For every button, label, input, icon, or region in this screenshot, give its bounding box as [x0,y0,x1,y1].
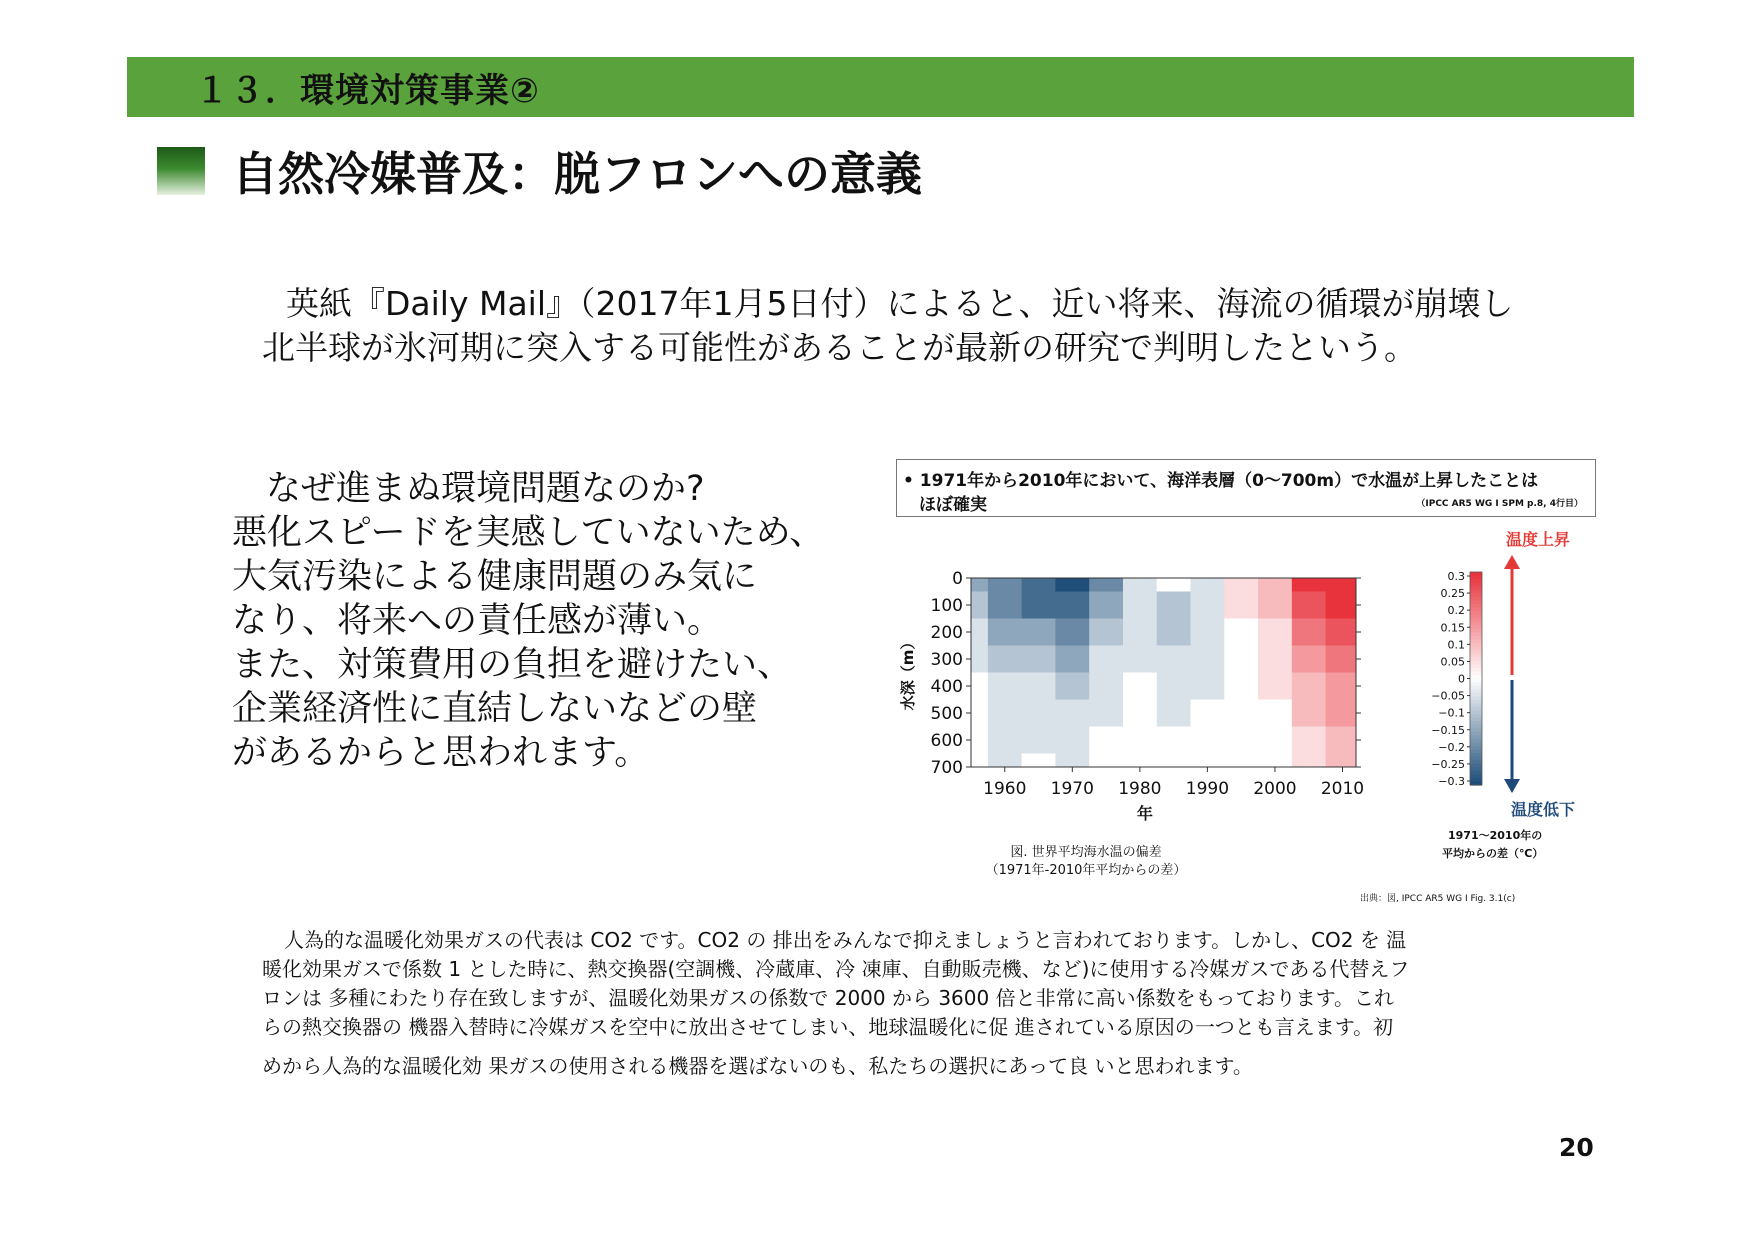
colorbar-caption-line-2: 平均からの差（℃） [1442,847,1544,860]
ipcc-note-box [896,459,1596,517]
colorbar-tick-label: −0.2 [1438,740,1465,754]
colorbar-segment [1470,707,1482,711]
colorbar-segment [1470,604,1482,608]
heatmap-cell [1224,592,1258,620]
x-axis-label: 年 [1136,804,1153,823]
heatmap-cell [1123,673,1157,701]
colorbar-segment [1470,615,1482,619]
heatmap-cell [1022,646,1056,674]
y-tick-label: 200 [930,623,963,643]
intro-line-2: 北半球が氷河期に突入する可能性があることが最新の研究で判明したという。 [262,328,1417,367]
heatmap-cell [1157,754,1191,768]
heatmap-cell [1326,727,1357,755]
heatmap-cell [1258,592,1292,620]
heatmap-cell [1326,673,1357,701]
colorbar-segment [1470,778,1482,782]
question-line: また、対策費用の負担を避けたい、 [232,645,793,685]
colorbar-segment [1470,732,1482,736]
heatmap-cell [1224,700,1258,728]
colorbar-segment [1470,643,1482,647]
x-tick-label: 1990 [1185,779,1230,799]
colorbar-segment [1470,742,1482,746]
heatmap-cell [1055,673,1089,701]
colorbar-segment [1470,650,1482,654]
heatmap-cell [971,646,988,674]
heatmap-cell [1089,592,1123,620]
heatmap-cell [1224,673,1258,701]
heatmap-cell [1123,727,1157,755]
colorbar-segment [1470,753,1482,757]
heatmap-cell [1157,727,1191,755]
heatmap-cell [1224,754,1258,768]
colorbar-tick-label: −0.3 [1438,775,1465,788]
heatmap-cell [1055,578,1089,592]
colorbar-segment [1470,714,1482,718]
colorbar-segment [1470,675,1482,679]
heatmap-cell [1055,727,1089,755]
body-line: 人為的な温暖化効果ガスの代表は CO2 です。CO2 の 排出をみんなで抑えましょうと言われております。しかし、CO2 を 温 [284,928,1407,952]
up-arrow-head [1504,555,1520,569]
heatmap-cell [1326,700,1357,728]
heatmap-cell [1292,727,1326,755]
heatmap-cell [1258,619,1292,647]
heatmap-cell [1055,619,1089,647]
colorbar-segment [1470,586,1482,590]
colorbar-tick-label: −0.25 [1431,757,1465,771]
colorbar-segment [1470,576,1482,580]
colorbar-tick-label: −0.1 [1438,706,1465,720]
colorbar [1470,555,1520,793]
colorbar-segment [1470,686,1482,690]
colorbar-tick-label: −0.15 [1431,723,1465,737]
heatmap-cell [1089,646,1123,674]
body-line: らの熱交換器の 機器入替時に冷媒ガスを空中に放出させてしまい、地球温暖化に促 進されている原因の一つとも言えます。初 [262,1015,1394,1039]
ocean-temperature-chart [886,525,1606,925]
body-paragraph [262,926,1552,1081]
heatmap-cell [1022,754,1056,768]
heatmap-cell [1055,646,1089,674]
heatmap-cell [988,578,1022,592]
heatmap-cell [1292,578,1326,592]
heatmap-cell [1123,646,1157,674]
y-axis-label: 水深（m） [899,634,917,711]
heatmap-cell [1089,619,1123,647]
colorbar-segment [1470,725,1482,729]
y-tick-label: 600 [930,731,963,751]
heatmap-cell [1191,592,1225,620]
colorbar-segment [1470,632,1482,636]
heatmap-cell [1157,619,1191,647]
colorbar-ticks [1431,570,1470,788]
heatmap-cell [1258,754,1292,768]
colorbar-segment [1470,600,1482,604]
heatmap-cell [1191,578,1225,592]
heatmap-cell [1089,727,1123,755]
colorbar-segment [1470,757,1482,761]
colorbar-segment [1470,750,1482,754]
heatmap-cell [988,592,1022,620]
down-arrow-head [1504,779,1520,793]
heatmap-cell [1191,619,1225,647]
question-line: なり、将来への責任感が薄い。 [232,601,723,641]
colorbar-tick-label: −0.05 [1431,689,1465,703]
heatmap-cell [1123,619,1157,647]
heatmap-cell [1191,727,1225,755]
colorbar-segment [1470,647,1482,651]
y-tick-label: 700 [930,758,963,778]
heatmap-cell [1191,754,1225,768]
x-axis-ticks [983,767,1364,799]
colorbar-segment [1470,579,1482,583]
heatmap-cell [1224,727,1258,755]
x-tick-label: 1980 [1118,779,1162,799]
colorbar-tick-label: 0.15 [1440,621,1465,635]
heatmap-cell [1326,754,1357,768]
heatmap-cell [1157,673,1191,701]
heatmap-cell [1157,592,1191,620]
heatmap-cell [1326,578,1357,592]
heatmap-cell [1258,578,1292,592]
heatmap-cell [971,727,988,755]
colorbar-segment [1470,746,1482,750]
heatmap-cell [1123,754,1157,768]
colorbar-segment [1470,593,1482,597]
question-line: 企業経済性に直結しないなどの壁 [232,689,758,729]
colorbar-segment [1470,774,1482,778]
colorbar-segment [1470,654,1482,658]
y-tick-label: 100 [930,596,963,616]
colorbar-tick-label: 0 [1458,672,1465,686]
heatmap-cell [1022,592,1056,620]
colorbar-segment [1470,664,1482,668]
colorbar-segment [1470,590,1482,594]
chart-subtitle: （1971年-2010年平均からの差） [985,863,1187,878]
colorbar-segment [1470,721,1482,725]
x-tick-label: 1970 [1050,779,1094,799]
note-line-2: ほぼ確実 [919,495,987,515]
heatmap-cell [971,578,988,592]
heatmap-cell [1224,619,1258,647]
heatmap-cell [988,754,1022,768]
colorbar-segment [1470,696,1482,700]
colorbar-segment [1470,767,1482,771]
section-header-bar [127,57,1634,117]
colorbar-tick-label: 0.1 [1447,638,1465,652]
colorbar-segment [1470,771,1482,775]
heatmap-cell [1022,700,1056,728]
colorbar-segment [1470,735,1482,739]
heatmap-cell [1055,700,1089,728]
heatmap-cell [1157,646,1191,674]
intro-paragraph [262,282,1552,370]
colorbar-segment [1470,682,1482,686]
heatmap-cell [971,592,988,620]
y-tick-label: 400 [930,677,963,697]
body-line: めから人為的な温暖化効 果ガスの使用される機器を選ばないのも、私たちの選択にあって良 いと思われます。 [262,1054,1253,1078]
y-tick-label: 300 [930,650,963,670]
heatmap-cell [1292,646,1326,674]
heatmap-cell [971,673,988,701]
heatmap-cell [1022,619,1056,647]
colorbar-segment [1470,597,1482,601]
colorbar-tick-label: 0.05 [1440,655,1465,669]
colorbar-tick-label: 0.3 [1447,570,1465,583]
colorbar-segment [1470,764,1482,768]
heatmap-cell [988,700,1022,728]
heatmap-cell [1089,578,1123,592]
colorbar-segment [1470,608,1482,612]
body-line: 暖化効果ガスで係数 1 とした時に、熱交換器(空調機、冷蔵庫、冷 凍庫、自動販売機、など)に使用する冷媒ガスである代替えフ [262,957,1410,981]
question-line: があるからと思われます。 [232,733,650,773]
heatmap-cell [1224,578,1258,592]
heatmap-cell [971,700,988,728]
colorbar-segment [1470,728,1482,732]
colorbar-segment [1470,700,1482,704]
heatmap-cell [1292,673,1326,701]
heading-bullet-square [157,147,205,195]
heatmap-cell [1326,592,1357,620]
heatmap-cell [971,619,988,647]
colorbar-segment [1470,668,1482,672]
section-title: １３．環境対策事業② [195,71,540,111]
colorbar-segment [1470,760,1482,764]
heatmap-cell [1022,578,1056,592]
heatmap-cell [1326,646,1357,674]
heatmap-cell [1191,646,1225,674]
colorbar-segment [1470,629,1482,633]
heatmap-cell [1157,578,1191,592]
heatmap-cell [1055,754,1089,768]
colorbar-segment [1470,661,1482,665]
heatmap-cell [988,727,1022,755]
heatmap-cell [1157,700,1191,728]
colorbar-segment [1470,679,1482,683]
heatmap-cell [1292,754,1326,768]
colorbar-tick-label: 0.2 [1447,604,1465,618]
colorbar-down-label: 温度低下 [1511,800,1576,819]
colorbar-tick-label: 0.25 [1440,587,1465,601]
y-tick-label: 0 [952,569,963,589]
page-number: 20 [1559,1133,1594,1162]
colorbar-segment [1470,718,1482,722]
question-line: 悪化スピードを実感していないため、 [232,513,825,553]
heatmap-cell [988,619,1022,647]
colorbar-segment [1470,710,1482,714]
note-line-1: • 1971年から2010年において、海洋表層（0〜700m）で水温が上昇したことは [903,471,1539,491]
colorbar-segment [1470,622,1482,626]
heatmap-cell [1292,619,1326,647]
heatmap-cell [1022,727,1056,755]
heatmap-cell [1123,592,1157,620]
colorbar-segment [1470,671,1482,675]
page-heading: 自然冷媒普及：脱フロンへの意義 [232,147,922,201]
colorbar-segment [1470,739,1482,743]
colorbar-segment [1470,639,1482,643]
colorbar-segment [1470,625,1482,629]
heatmap-cell [1258,646,1292,674]
colorbar-caption-line-1: 1971〜2010年の [1448,829,1543,842]
heatmap-cell [1191,700,1225,728]
heatmap-cell [1191,673,1225,701]
colorbar-segment [1470,611,1482,615]
heatmap-cell [1123,578,1157,592]
heatmap-cell [1089,700,1123,728]
x-tick-label: 2000 [1253,779,1297,799]
heatmap-cell [1224,646,1258,674]
question-line: なぜ進まぬ環境問題なのか? [266,469,705,509]
question-line: 大気汚染による健康問題のみ気に [232,557,758,597]
y-tick-label: 500 [930,704,963,724]
heatmap-cell [1089,754,1123,768]
body-line: ロンは 多種にわたり存在致しますが、温暖化効果ガスの係数で 2000 から 3600 倍と非常に高い係数をもっております。これ [262,986,1394,1010]
question-paragraph [232,467,832,775]
chart-source: 出典：図, IPCC AR5 WG Ⅰ Fig. 3.1(c) [1360,894,1516,904]
heatmap-cell [1326,619,1357,647]
heatmap-cell [1292,592,1326,620]
colorbar-segment [1470,689,1482,693]
colorbar-segment [1470,572,1482,576]
x-tick-label: 2010 [1320,779,1365,799]
note-source: （IPCC AR5 WG Ⅰ SPM p.8, 4行目） [1416,499,1583,509]
heatmap-cell [1055,592,1089,620]
colorbar-segment [1470,693,1482,697]
colorbar-up-label: 温度上昇 [1506,530,1571,549]
heatmap-cell [1089,673,1123,701]
heatmap-cell [988,646,1022,674]
colorbar-segment [1470,636,1482,640]
colorbar-segment [1470,618,1482,622]
heatmap-cell [971,754,988,768]
colorbar-segment [1470,657,1482,661]
heatmap-cell [1258,673,1292,701]
heatmap-cells [971,578,1357,768]
intro-line-1: 英紙『Daily Mail』（2017年1月5日付）によると、近い将来、海流の循環が崩壊し [286,284,1514,323]
heatmap-cell [1292,700,1326,728]
heatmap-cell [1258,727,1292,755]
colorbar-segment [1470,703,1482,707]
chart-title: 図. 世界平均海水温の偏差 [1010,845,1162,860]
heatmap-cell [988,673,1022,701]
heatmap-cell [1022,673,1056,701]
colorbar-segment [1470,583,1482,587]
heatmap-cell [1123,700,1157,728]
heatmap-cell [1258,700,1292,728]
x-tick-label: 1960 [983,779,1027,799]
